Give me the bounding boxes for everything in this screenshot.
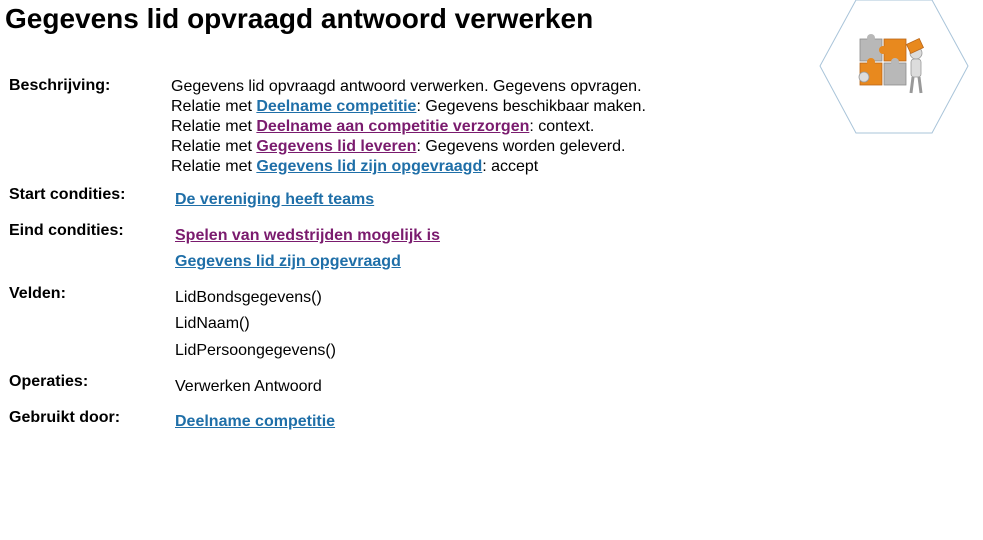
field-item: LidPersoongegevens() [175,342,336,359]
relation-suffix: : context. [529,118,595,135]
description-line: Gegevens lid opvraagd antwoord verwerken. Gegevens opvragen. [171,78,642,95]
label-operaties: Operaties: [9,373,89,390]
link-gegevens-lid-zijn-opgevraagd[interactable]: Gegevens lid zijn opgevraagd [256,158,483,175]
field-item: LidBondsgegevens() [175,289,322,306]
link-eind-conditie-opgevraagd[interactable]: Gegevens lid zijn opgevraagd [175,253,401,270]
relation-line [171,137,646,157]
field-item: LidNaam() [175,315,250,332]
link-start-conditie[interactable]: De vereniging heeft teams [175,191,375,208]
operation-item: Verwerken Antwoord [175,378,322,395]
relation-prefix: Relatie met [171,158,257,175]
description-block [171,77,646,177]
relation-suffix: : accept [482,158,539,175]
link-eind-conditie-wedstrijden[interactable]: Spelen van wedstrijden mogelijk is [175,227,440,244]
label-start-condities: Start condities: [9,186,126,203]
label-gebruikt-door: Gebruikt door: [9,409,121,426]
relation-prefix: Relatie met [171,118,257,135]
label-eind-condities: Eind condities: [9,222,124,239]
relation-prefix: Relatie met [171,138,257,155]
relation-line [171,97,646,117]
link-gebruikt-door[interactable]: Deelname competitie [175,413,336,430]
label-velden: Velden: [9,285,66,302]
relation-line [171,157,646,177]
relation-suffix: : Gegevens beschikbaar maken. [416,98,646,115]
relation-line [171,117,646,137]
link-gegevens-lid-leveren[interactable]: Gegevens lid leveren [256,138,417,155]
puzzle-people-icon [818,0,970,135]
link-deelname-aan-competitie-verzorgen[interactable]: Deelname aan competitie verzorgen [256,118,530,135]
label-beschrijving: Beschrijving: [9,77,111,94]
link-deelname-competitie[interactable]: Deelname competitie [256,98,417,115]
relation-suffix: : Gegevens worden geleverd. [416,138,626,155]
relation-prefix: Relatie met [171,98,257,115]
page-title: Gegevens lid opvraagd antwoord verwerken [5,3,594,34]
